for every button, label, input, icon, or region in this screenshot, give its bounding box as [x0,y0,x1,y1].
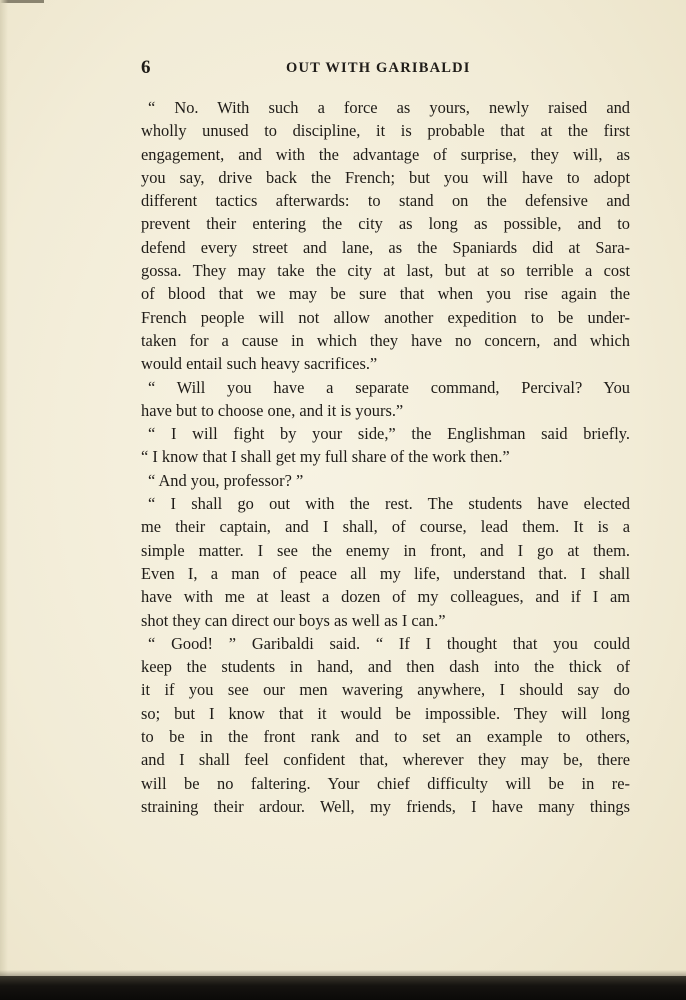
text-line: so; but I know that it would be impossible. They will long [141,703,630,723]
text-line: engagement, and with the advantage of surprise, they will, as [141,144,630,164]
text-line: will be no faltering. Your chief difficulty will be in re- [141,773,630,793]
text-line: keep the students in hand, and then dash into the thick of [141,657,630,677]
text-line: gossa. They may take the city at last, but at so terrible a cost [141,261,630,281]
text-line: “ Will you have a separate command, Percival? You [148,377,630,397]
running-head: OUT WITH GARIBALDI [286,60,471,76]
text-line: it if you see our men wavering anywhere, I should say do [141,680,630,700]
text-line: straining their ardour. Well, my friends, I have many things [141,796,630,816]
text-line: and I shall feel confident that, wherever they may be, there [141,750,630,770]
text-line: simple matter. I see the enemy in front, and I go at them. [141,540,630,560]
page-number: 6 [141,57,151,78]
text-line: French people will not allow another expedition to be under- [141,307,630,327]
text-line: “ I shall go out with the rest. The students have elected [148,494,630,514]
text-line: “ Good! ” Garibaldi said. “ If I thought that you could [148,633,630,653]
text-line: to be in the front rank and to set an example to others, [141,727,630,747]
text-line: “ I know that I shall get my full share of the work then.” [141,447,510,467]
text-line: would entail such heavy sacrifices.” [141,354,378,374]
text-line: shot they can direct our boys as well as I can.” [141,610,446,630]
text-line: you say, drive back the French; but you will have to adopt [141,167,630,187]
text-line: wholly unused to discipline, it is probable that at the first [141,121,630,141]
text-line: “ I will fight by your side,” the Englishman said briefly. [148,424,630,444]
text-line: Even I, a man of peace all my life, understand that. I shall [141,563,630,583]
text-line: defend every street and lane, as the Spaniards did at Sara- [141,237,630,257]
text-line: prevent their entering the city as long as possible, and to [141,214,630,234]
text-line: “ No. With such a force as yours, newly raised and [148,98,630,117]
text-line: me their captain, and I shall, of course, lead them. It is a [141,517,630,537]
text-line: different tactics afterwards: to stand on the defensive and [141,191,630,211]
body-text [141,96,630,818]
text-line: “ And you, professor? ” [148,470,304,490]
binding-edge-shadow [0,0,8,1000]
scan-bottom-shadow [0,976,686,1000]
text-line: have but to choose one, and it is yours.” [141,400,404,420]
text-line: of blood that we may be sure that when you rise again the [141,284,630,304]
page-header [141,57,630,87]
text-line: have with me at least a dozen of my colleagues, and if I am [141,587,630,607]
text-line: taken for a cause in which they have no concern, and which [141,330,630,350]
